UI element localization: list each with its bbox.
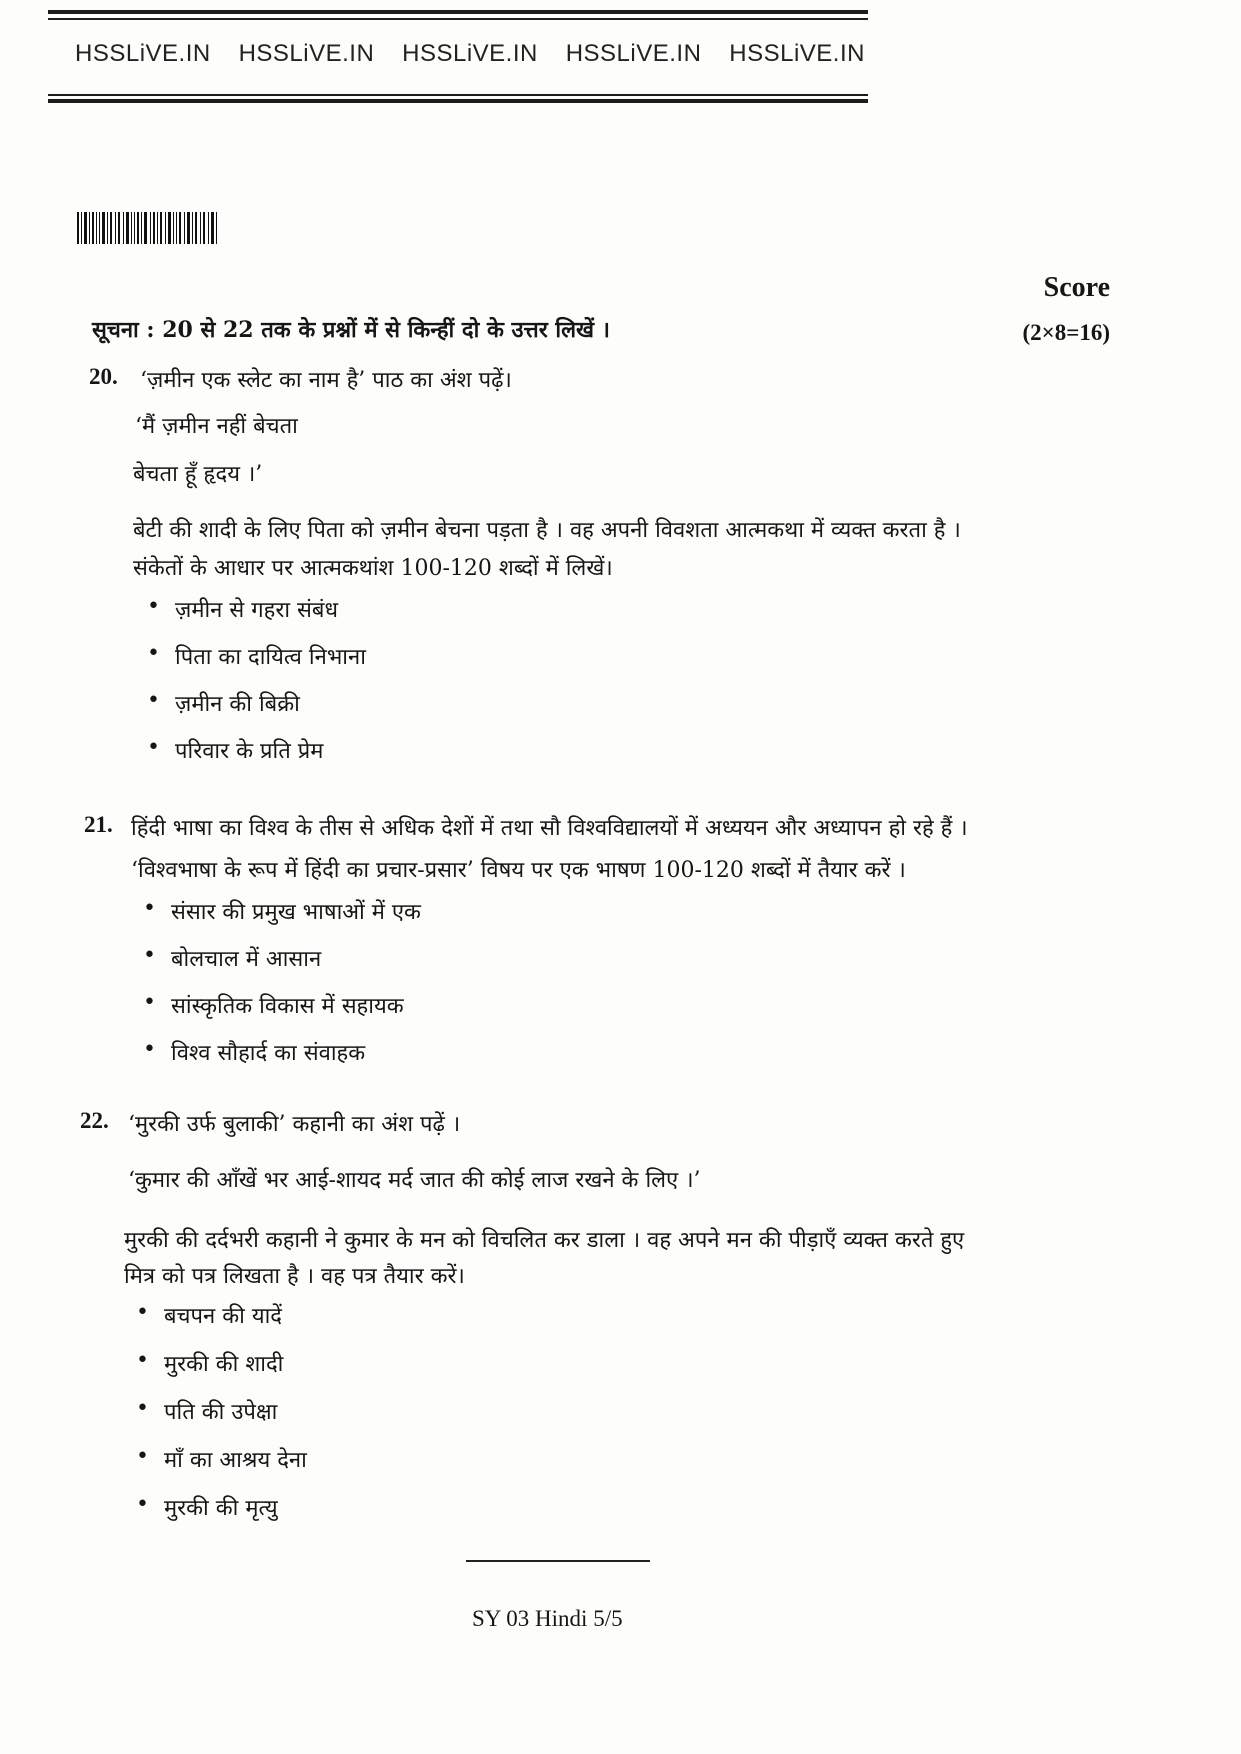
footer-rule xyxy=(466,1560,650,1562)
q22-hints xyxy=(136,1300,307,1540)
header-link[interactable]: HSSLiVE.IN xyxy=(729,40,865,67)
list-item: • बोलचाल में आसान xyxy=(143,943,421,990)
top-rule-thin xyxy=(48,18,868,20)
bottom-rule xyxy=(48,99,868,103)
list-item: • बचपन की यादें xyxy=(136,1300,307,1348)
barcode-icon xyxy=(77,212,217,244)
header-link[interactable]: HSSLiVE.IN xyxy=(565,40,702,67)
header-band xyxy=(0,0,870,122)
header-link[interactable]: HSSLiVE.IN xyxy=(238,40,375,67)
list-item: • पिता का दायित्व निभाना xyxy=(147,641,366,688)
list-item: • ज़मीन से गहरा संबंध xyxy=(147,594,366,641)
question-number: 21. xyxy=(84,812,113,837)
question-number: 20. xyxy=(89,364,118,389)
header-link[interactable]: HSSLiVE.IN xyxy=(75,40,211,67)
q21-paragraph: हिंदी भाषा का विश्व के तीस से अधिक देशों में तथा सौ विश्वविद्यालयों में अध्ययन और अध्यापन हो रहे हैं । xyxy=(131,816,968,841)
score-marks: (2×8=16) xyxy=(1022,320,1110,345)
bottom-rule-thin xyxy=(48,94,868,96)
list-item: • संसार की प्रमुख भाषाओं में एक xyxy=(143,896,421,943)
list-item: • मुरकी की शादी xyxy=(136,1348,307,1396)
q22-paragraph: मुरकी की दर्दभरी कहानी ने कुमार के मन को विचलित कर डाला । वह अपने मन की पीड़ाएँ व्यक्त करते हुए xyxy=(124,1228,965,1253)
list-item: • परिवार के प्रति प्रेम xyxy=(147,735,366,782)
list-item: • मुरकी की मृत्यु xyxy=(136,1492,307,1540)
instruction: सूचना : 20 से 22 तक के प्रश्नों में से किन्हीं दो के उत्तर लिखें । xyxy=(92,317,611,343)
q21-paragraph: ‘विश्वभाषा के रूप में हिंदी का प्रचार-प्रसार’ विषय पर एक भाषण 100-120 शब्दों में तैयार करें । xyxy=(131,858,906,883)
q22-paragraph: मित्र को पत्र लिखता है । वह पत्र तैयार करें। xyxy=(124,1264,465,1289)
q20-quote: ‘मैं ज़मीन नहीं बेचता xyxy=(135,414,298,439)
question-number: 22. xyxy=(80,1108,109,1133)
q20-hints xyxy=(147,594,366,782)
list-item: • पति की उपेक्षा xyxy=(136,1396,307,1444)
q20-paragraph: संकेतों के आधार पर आत्मकथांश 100-120 शब्दों में लिखें। xyxy=(133,556,613,581)
top-rule xyxy=(48,10,868,14)
score-block xyxy=(960,272,1110,346)
page-code: SY 03 Hindi 5/5 xyxy=(472,1606,623,1631)
q20-quote: बेचता हूँ हृदय ।’ xyxy=(133,462,263,487)
list-item: • माँ का आश्रय देना xyxy=(136,1444,307,1492)
list-item: • विश्व सौहार्द का संवाहक xyxy=(143,1037,421,1084)
q20-paragraph: बेटी की शादी के लिए पिता को ज़मीन बेचना पड़ता है । वह अपनी विवशता आत्मकथा में व्यक्त करता है । xyxy=(133,518,961,543)
q21-hints xyxy=(143,896,421,1084)
list-item: • ज़मीन की बिक्री xyxy=(147,688,366,735)
q22-quote: ‘कुमार की आँखें भर आई-शायद मर्द जात की कोई लाज रखने के लिए ।’ xyxy=(128,1168,701,1193)
score-label: Score xyxy=(1043,272,1110,303)
header-links xyxy=(75,40,865,68)
q20-prompt: ‘ज़मीन एक स्लेट का नाम है’ पाठ का अंश पढ़ें। xyxy=(140,368,512,393)
header-link[interactable]: HSSLiVE.IN xyxy=(402,40,538,67)
list-item: • सांस्कृतिक विकास में सहायक xyxy=(143,990,421,1037)
q22-prompt: ‘मुरकी उर्फ बुलाकी’ कहानी का अंश पढ़ें । xyxy=(128,1112,461,1137)
